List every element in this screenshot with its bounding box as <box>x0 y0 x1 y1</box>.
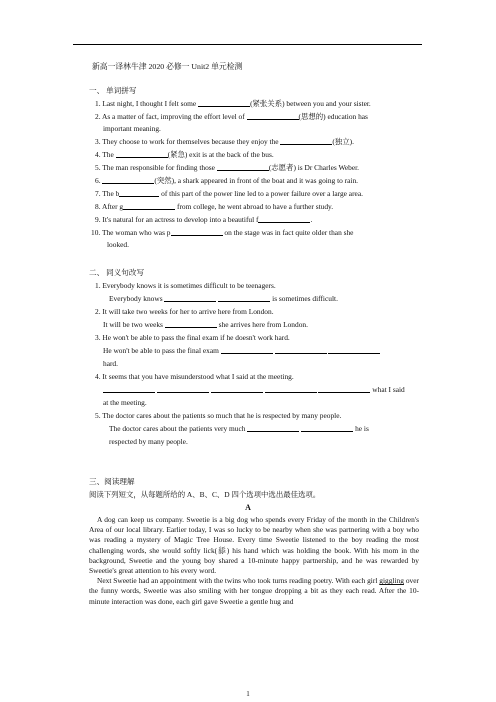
blank[interactable] <box>247 112 299 120</box>
s2-q1: 1. Everybody knows it is sometimes difficult to be teenagers. <box>95 281 276 290</box>
blank[interactable] <box>171 228 223 236</box>
s1-item-2-cont: important meaning. <box>103 124 161 133</box>
paragraph-2: Next Sweetie had an appointment with the twins who took turns reading poetry. With each girl giggling over the funny words, Sweetie was also smiling with her tongue dropping a bit as they each read. After the 10-minute interaction was done, each girl gave Sweetie a gentle hug and <box>89 576 419 606</box>
passage-label: A <box>245 503 251 512</box>
s2-q3: 3. He won't be able to pass the final exam if he doesn't work hard. <box>95 333 290 342</box>
blank[interactable] <box>275 346 327 354</box>
s2-q3-answer: He won't be able to pass the final exam <box>103 346 380 355</box>
blank[interactable] <box>119 189 159 197</box>
blank[interactable] <box>265 385 317 393</box>
section2-heading: 二、 同义句改写 <box>89 268 145 277</box>
s2-q4-answer: what I said <box>103 385 405 394</box>
blank[interactable] <box>328 346 380 354</box>
underlined-word: giggling <box>379 576 404 586</box>
blank[interactable] <box>103 385 155 393</box>
s2-q4-answer-cont: at the meeting. <box>103 398 147 407</box>
s1-item-6: 6. (突然), a shark appeared in front of the boat and it was going to rain. <box>95 176 358 185</box>
s2-q4: 4. It seems that you have misunderstood what I said at the meeting. <box>95 372 294 381</box>
section3-instruction: 阅读下列短文，从每题所给的 A、B、C、D 四个选项中选出最佳选项。 <box>89 490 321 499</box>
blank[interactable] <box>116 150 168 158</box>
blank[interactable] <box>280 137 332 145</box>
header-rule <box>73 44 422 45</box>
blank[interactable] <box>165 320 217 328</box>
passage-text <box>89 515 419 607</box>
blank[interactable] <box>102 176 154 184</box>
s1-item-9: 9. It's natural for an actress to develop into a beautiful f . <box>95 215 313 224</box>
blank[interactable] <box>211 385 263 393</box>
blank[interactable] <box>217 163 269 171</box>
s1-item-3: 3. They choose to work for themselves because they enjoy the (独立). <box>95 137 354 146</box>
s1-item-1: 1. Last night, I thought I felt some (紧张关系) between you and your sister. <box>95 99 371 108</box>
section3-heading: 三、阅读理解 <box>89 477 135 486</box>
page-number: 1 <box>246 690 250 698</box>
s2-q2-answer: It will be two weeks she arrives here from London. <box>103 320 308 329</box>
s2-q5-answer-cont: respected by many people. <box>109 437 188 446</box>
s1-item-10: 10. The woman who was p on the stage was in fact quite older than she <box>91 228 354 237</box>
s2-q5: 5. The doctor cares about the patients so much that he is respected by many people. <box>95 411 342 420</box>
blank[interactable] <box>198 99 250 107</box>
blank[interactable] <box>258 215 310 223</box>
blank[interactable] <box>247 424 299 432</box>
s1-item-8: 8. After g from college, he went abroad to have a further study. <box>95 202 334 211</box>
section1-heading: 一、 单词拼写 <box>89 86 137 95</box>
s1-item-10-cont: looked. <box>107 240 129 249</box>
s2-q2: 2. It will take two weeks for her to arrive here from London. <box>95 307 274 316</box>
blank[interactable] <box>221 346 273 354</box>
s2-q3-answer-cont: hard. <box>103 359 118 368</box>
s1-item-5: 5. The man responsible for finding those (志愿者) is Dr Charles Weber. <box>95 163 360 172</box>
blank[interactable] <box>318 385 370 393</box>
blank[interactable] <box>123 202 175 210</box>
s1-item-7: 7. The b of this part of the power line led to a power failure over a large area. <box>95 189 363 198</box>
s2-q5-answer: The doctor cares about the patients very much he is <box>109 424 369 433</box>
s1-item-2: 2. As a matter of fact, improving the effort level of (思想的) education has <box>95 112 368 121</box>
blank[interactable] <box>301 424 353 432</box>
blank[interactable] <box>218 294 270 302</box>
paragraph-1: A dog can keep us company. Sweetie is a big dog who spends every Friday of the month in the Children's Area of our local library. Earlier today, I was so lucky to be nearby when she was partnering with a boy who was reading a mystery of Magic Tree House. Every time Sweetie listened to the boy reading the most challenging words, she would softly lick(舔) his hand which was holding the book. With his mom in the background, Sweetie and the young boy shared a 10-minute happy partnership, and he was rewarded by Sweetie's great attention to his every word. <box>89 515 419 576</box>
blank[interactable] <box>157 385 209 393</box>
s1-item-4: 4. The (紧急) exit is at the back of the bus. <box>95 150 274 159</box>
document-title: 新高一译林牛津 2020 必修一 Unit2 单元检测 <box>92 62 243 71</box>
blank[interactable] <box>164 294 216 302</box>
s2-q1-answer: Everybody knows is sometimes difficult. <box>109 294 338 303</box>
